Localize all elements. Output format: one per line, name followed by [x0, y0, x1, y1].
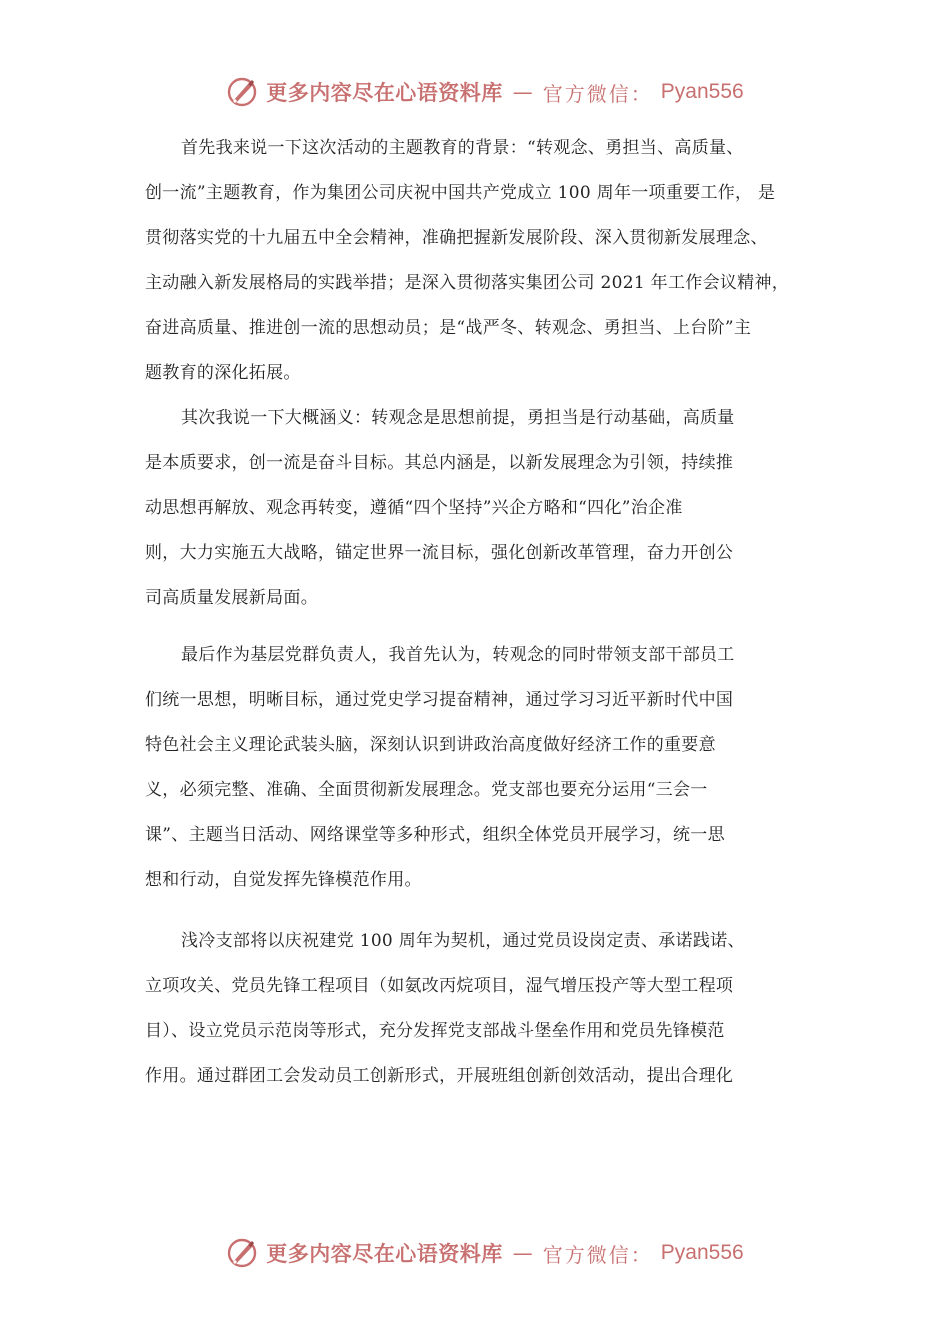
text-line: 想和行动，自觉发挥先锋模范作用。	[145, 870, 422, 890]
text-line: 课”、主题当日活动、网络课堂等多种形式，组织全体党员开展学习，统一思	[145, 825, 725, 845]
header-banner	[0, 70, 950, 114]
text-line: 其次我说一下大概涵义：转观念是思想前提，勇担当是行动基础，高质量	[181, 408, 735, 428]
header-banner-wechat-label: 官方微信：	[542, 81, 653, 106]
paragraph-meaning	[145, 396, 825, 621]
text-line: 义，必须完整、准确、全面贯彻新发展理念。党支部也要充分运用“三会一	[145, 780, 708, 800]
text-line: 首先我来说一下这次活动的主题教育的背景：“转观念、勇担当、高质量、	[181, 138, 744, 158]
quill-pen-logo-icon	[226, 1237, 258, 1269]
text-line: 最后作为基层党群负责人，我首先认为，转观念的同时带领支部干部员工	[181, 645, 735, 665]
text-line: 们统一思想，明晰目标，通过党史学习提奋精神，通过学习习近平新时代中国	[145, 690, 734, 710]
header-banner-wechat-id: Pyan556	[660, 80, 744, 103]
footer-banner-wechat-label: 官方微信：	[542, 1242, 653, 1267]
footer-banner	[0, 1231, 950, 1275]
text-line: 是本质要求，创一流是奋斗目标。其总内涵是，以新发展理念为引领，持续推	[145, 453, 734, 473]
text-line: 创一流”主题教育，作为集团公司庆祝中国共产党成立 100 周年一项重要工作， 是	[145, 183, 776, 203]
text-line: 动思想再解放、观念再转变，遵循“四个坚持”兴企方略和“四化”治企准	[145, 498, 683, 518]
document-body	[145, 126, 825, 1099]
footer-banner-inner	[226, 1237, 743, 1269]
footer-banner-separator: —	[512, 1241, 533, 1265]
header-banner-title: 更多内容尽在心语资料库	[266, 80, 503, 105]
text-line: 目）、设立党员示范岗等形式，充分发挥党支部战斗堡垒作用和党员先锋模范	[145, 1021, 725, 1041]
footer-banner-wechat-id: Pyan556	[660, 1241, 744, 1264]
text-line: 特色社会主义理论武装头脑，深刻认识到讲政治高度做好经济工作的重要意	[145, 735, 716, 755]
text-line: 浅冷支部将以庆祝建党 100 周年为契机，通过党员设岗定责、承诺践诺、	[181, 931, 745, 951]
text-line: 奋进高质量、推进创一流的思想动员；是“战严冬、转观念、勇担当、上台阶”主	[145, 318, 752, 338]
paragraph-branch	[145, 919, 825, 1099]
header-banner-separator: —	[512, 80, 533, 104]
text-line: 立项攻关、党员先锋工程项目（如氨改丙烷项目，湿气增压投产等大型工程项	[145, 976, 734, 996]
paragraph-gap	[145, 621, 825, 633]
text-line: 贯彻落实党的十九届五中全会精神，准确把握新发展阶段、深入贯彻新发展理念、	[145, 228, 768, 248]
text-line: 作用。通过群团工会发动员工创新形式，开展班组创新创效活动，提出合理化	[145, 1066, 734, 1086]
text-line: 司高质量发展新局面。	[145, 588, 318, 608]
text-line: 题教育的深化拓展。	[145, 363, 301, 383]
text-line: 主动融入新发展格局的实践举措；是深入贯彻落实集团公司 2021 年工作会议精神，	[145, 273, 790, 293]
header-banner-inner	[226, 76, 743, 108]
footer-banner-title: 更多内容尽在心语资料库	[266, 1241, 503, 1266]
paragraph-gap	[145, 903, 825, 919]
quill-pen-logo-icon	[226, 76, 258, 108]
text-line: 则，大力实施五大战略，锚定世界一流目标，强化创新改革管理，奋力开创公	[145, 543, 734, 563]
paragraph-background	[145, 126, 825, 396]
paragraph-grassroots	[145, 633, 825, 903]
